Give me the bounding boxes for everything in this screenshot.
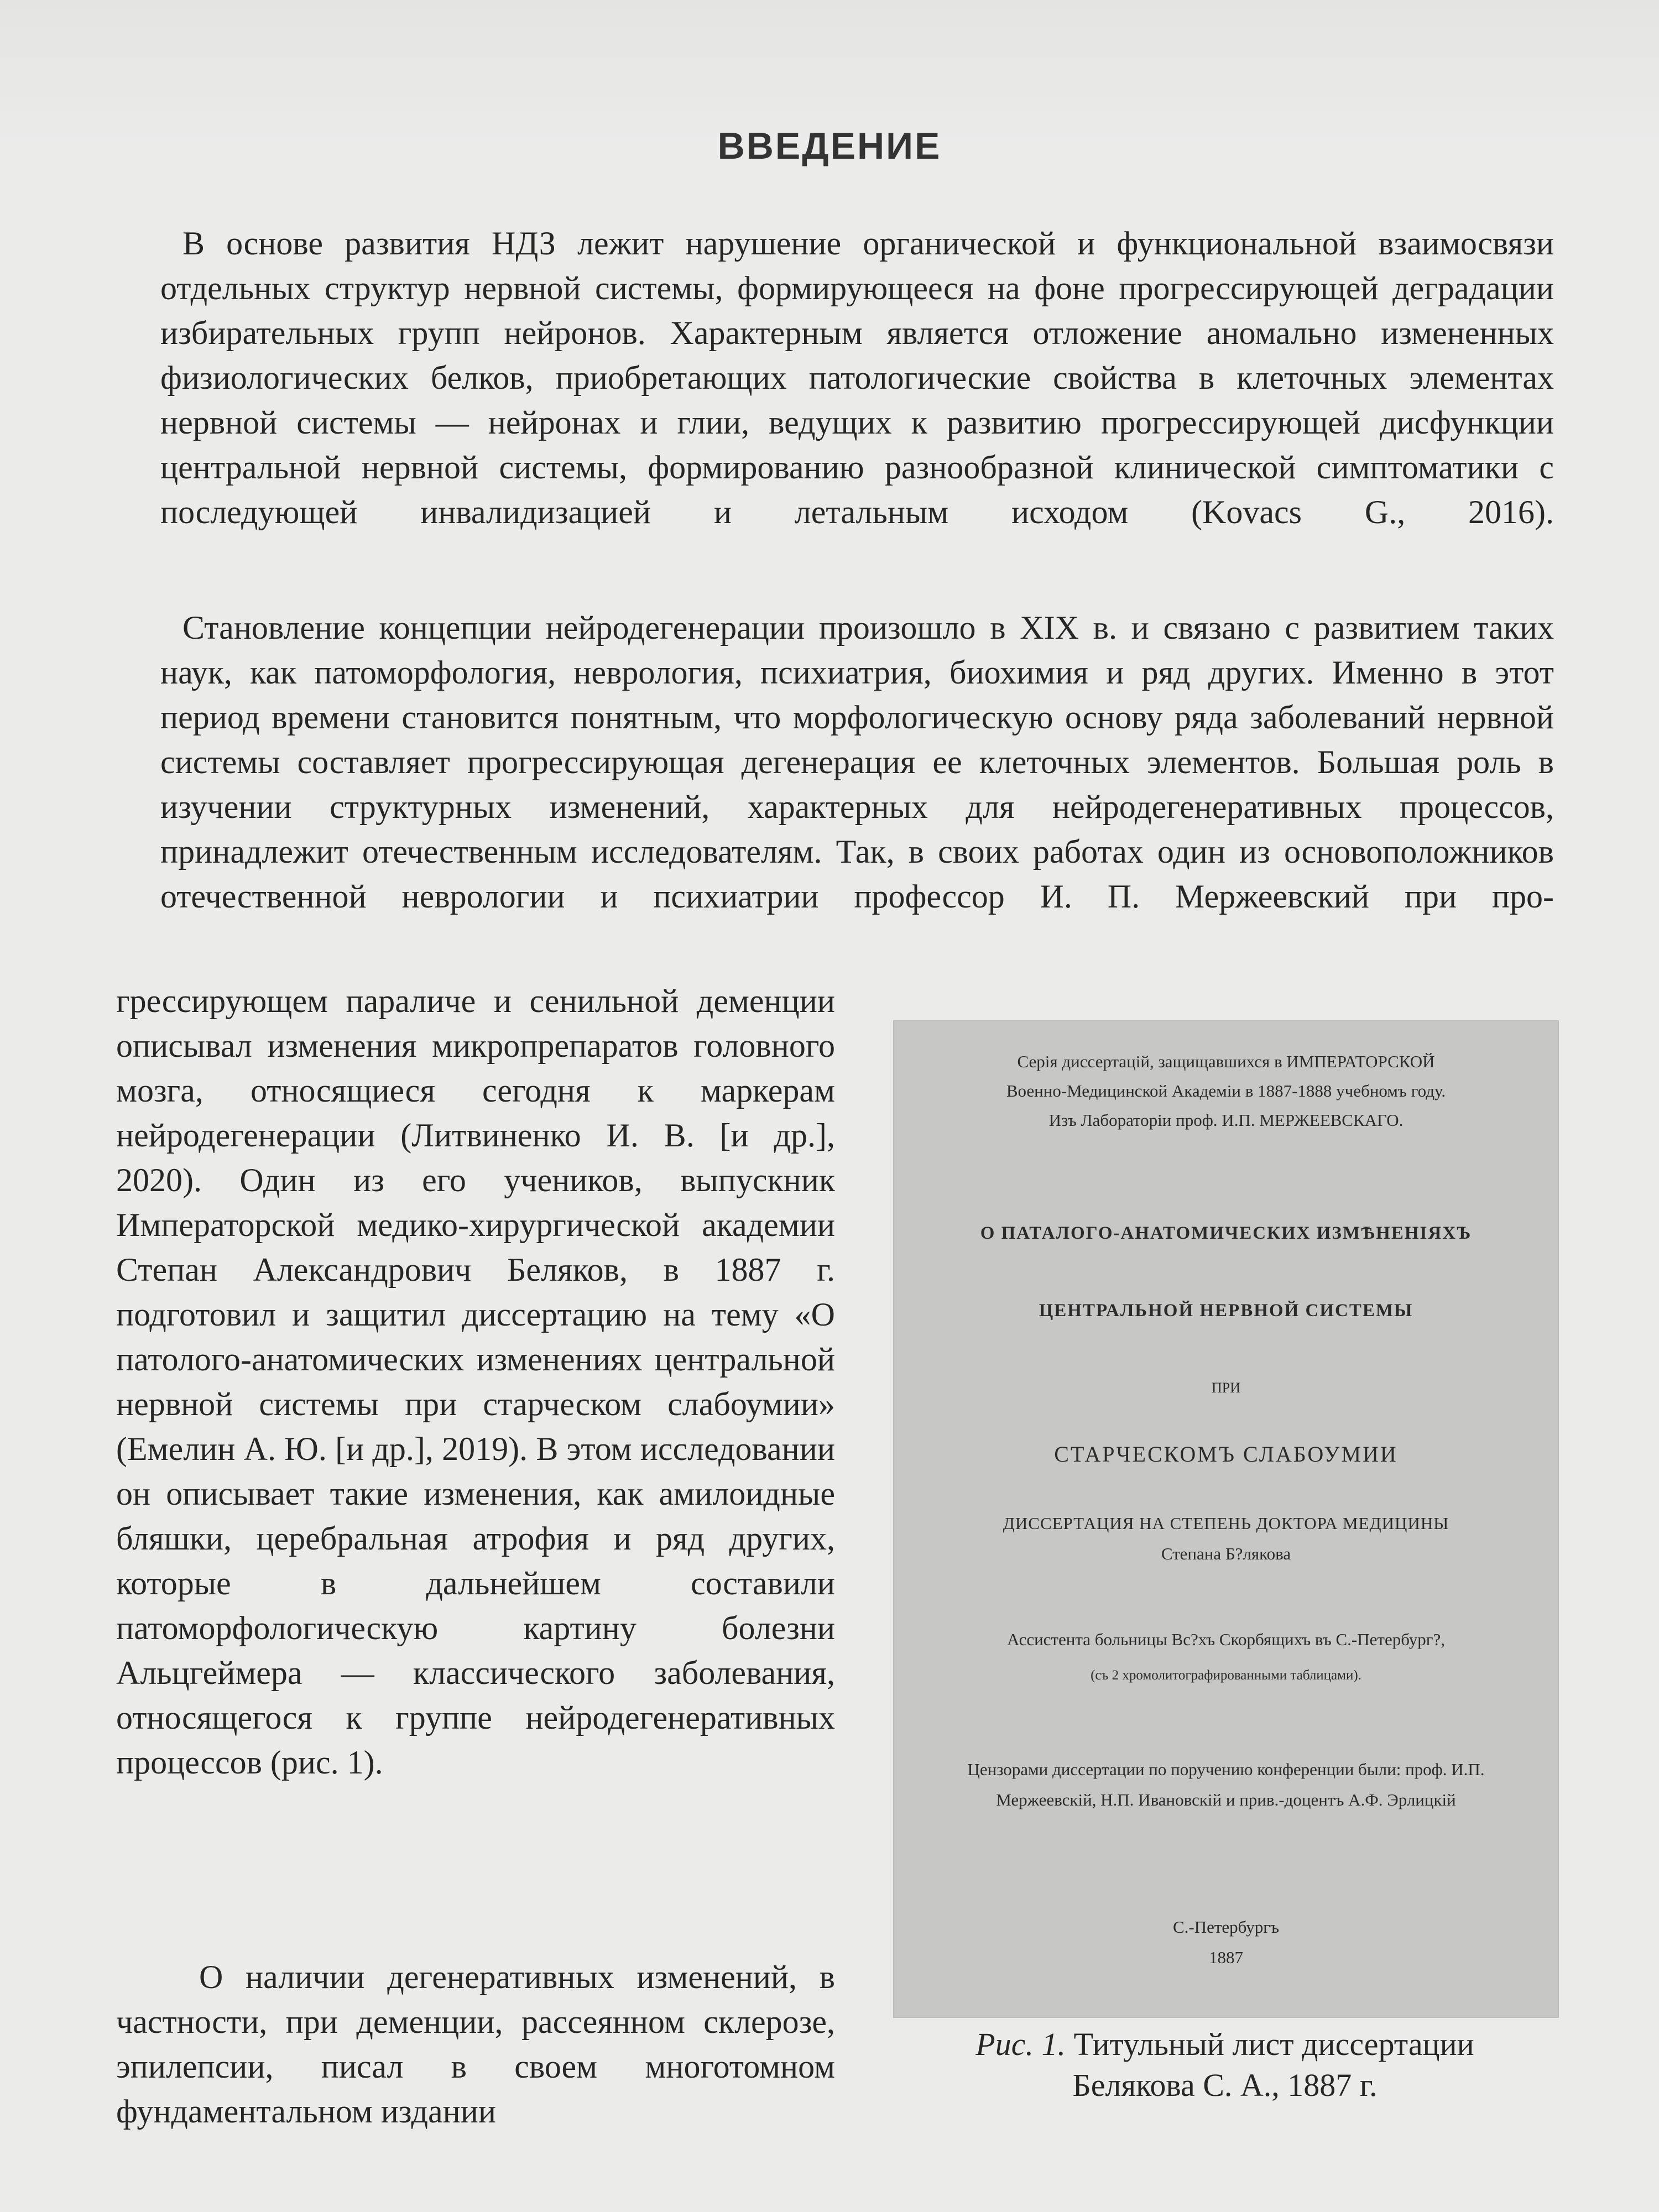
fig-position: Ассистента больницы Вс?хъ Скорбящихъ въ С.-Петербург?, bbox=[1006, 1630, 1446, 1649]
figure-caption-label: Рис. 1. bbox=[975, 2026, 1066, 2062]
page-top-bleed bbox=[0, 0, 1659, 144]
fig-title-line-3: ПРИ bbox=[1211, 1380, 1240, 1396]
fig-censors-line-2: Мержеевскій, Н.П. Ивановскій и прив.-доцентъ А.Ф. Эрлицкій bbox=[996, 1790, 1456, 1809]
fig-title-line-4: СТАРЧЕСКОМЪ СЛАБОУМИИ bbox=[1054, 1442, 1398, 1467]
fig-series-line-1: Серія диссертацій, защищавшихся в ИМПЕРАТОРСКОЙ bbox=[1017, 1052, 1435, 1071]
fig-censors-line-1: Цензорами диссертации по поручению конференции были: проф. И.П. bbox=[967, 1760, 1485, 1779]
fig-year: 1887 bbox=[1209, 1948, 1243, 1967]
fig-city: С.-Петербургъ bbox=[1172, 1917, 1280, 1937]
fig-tables: (съ 2 хромолитографированными таблицами). bbox=[1091, 1668, 1361, 1683]
fig-series-line-2: Военно-Медицинской Академіи в 1887-1888 учебномъ году. bbox=[1006, 1081, 1446, 1100]
figure-caption-line-2: Белякова С. А., 1887 г. bbox=[1072, 2067, 1378, 2103]
section-heading: ВВЕДЕНИЕ bbox=[717, 125, 942, 167]
paragraph-2-continued: грессирующем параличе и сенильной деменции описывал изменения микропрепаратов головного мозга, относящиеся сегодня к маркерам нейродегенерации (Литвиненко И. В. [и др.], 2020). Один из его учеников, выпускник Императорской медико-хирургической академии Степан Александрович Беляков, в 1887 г. подготовил и защитил диссертацию на тему «О патолого-анатомических изменениях центральной нервной системы при старческом слабоумии» (Емелин А. Ю. [и др.], 2019). В этом исследовании он описывает такие изменения, как амилоидные бляшки, церебральная атрофия и ряд других, которые в дальнейшем составили патоморфологическую картину болезни Альцгеймера — классического заболевания, относящегося к группе нейродегенеративных процессов (рис. 1). bbox=[116, 983, 835, 1781]
fig-degree: ДИССЕРТАЦИЯ НА СТЕПЕНЬ ДОКТОРА МЕДИЦИНЫ bbox=[1003, 1514, 1449, 1533]
fig-title-line-1: О ПАТАЛОГО-АНАТОМИЧЕСКИХ ИЗМѢНЕНІЯХЪ bbox=[980, 1223, 1472, 1243]
figure-caption-line-1: Титульный лист диссертации bbox=[1073, 2026, 1474, 2062]
paragraph-3: О наличии дегенеративных изменений, в частности, при деменции, рассеянном склерозе, эпилепсии, писал в своем многотомном фундаментальном издании bbox=[116, 1959, 835, 2130]
dissertation-title-page-figure bbox=[893, 1020, 1559, 2018]
figure-caption bbox=[893, 2024, 1557, 2106]
fig-author: Степана Б?лякова bbox=[1161, 1544, 1291, 1563]
fig-series-line-3: Изъ Лабораторіи проф. И.П. МЕРЖЕЕВСКАГО. bbox=[1048, 1110, 1404, 1130]
paragraph-2: Становление концепции нейродегенерации произошло в XIX в. и связано с развитием таких наук, как патоморфология, неврология, психиатрия, биохимия и ряд других. Именно в этот период времени становится понятным, что морфологическую основу ряда заболеваний нервной системы составляет прогрессирующая дегенерация ее клеточных элементов. Большая роль в изучении структурных изменений, характерных для нейродегенеративных процессов, принадлежит отечественным исследователям. Так, в своих работах один из основоположников отечественной неврологии и психиатрии профессор И. П. Мержеевский при про- bbox=[160, 609, 1554, 915]
fig-title-line-2: ЦЕНТРАЛЬНОЙ НЕРВНОЙ СИСТЕМЫ bbox=[1039, 1301, 1413, 1321]
paragraph-1: В основе развития НДЗ лежит нарушение органической и функциональной взаимосвязи отдельных структур нервной системы, формирующееся на фоне прогрессирующей деградации избирательных групп нейронов. Характерным является отложение аномально измененных физиологических белков, приобретающих патологические свойства в клеточных элементах нервной системы — нейронах и глии, ведущих к развитию прогрессирующей дисфункции центральной нервной системы, формированию разнообразной клинической симптоматики с последующей инвалидизацией и летальным исходом (Kovacs G., 2016). bbox=[160, 225, 1554, 530]
